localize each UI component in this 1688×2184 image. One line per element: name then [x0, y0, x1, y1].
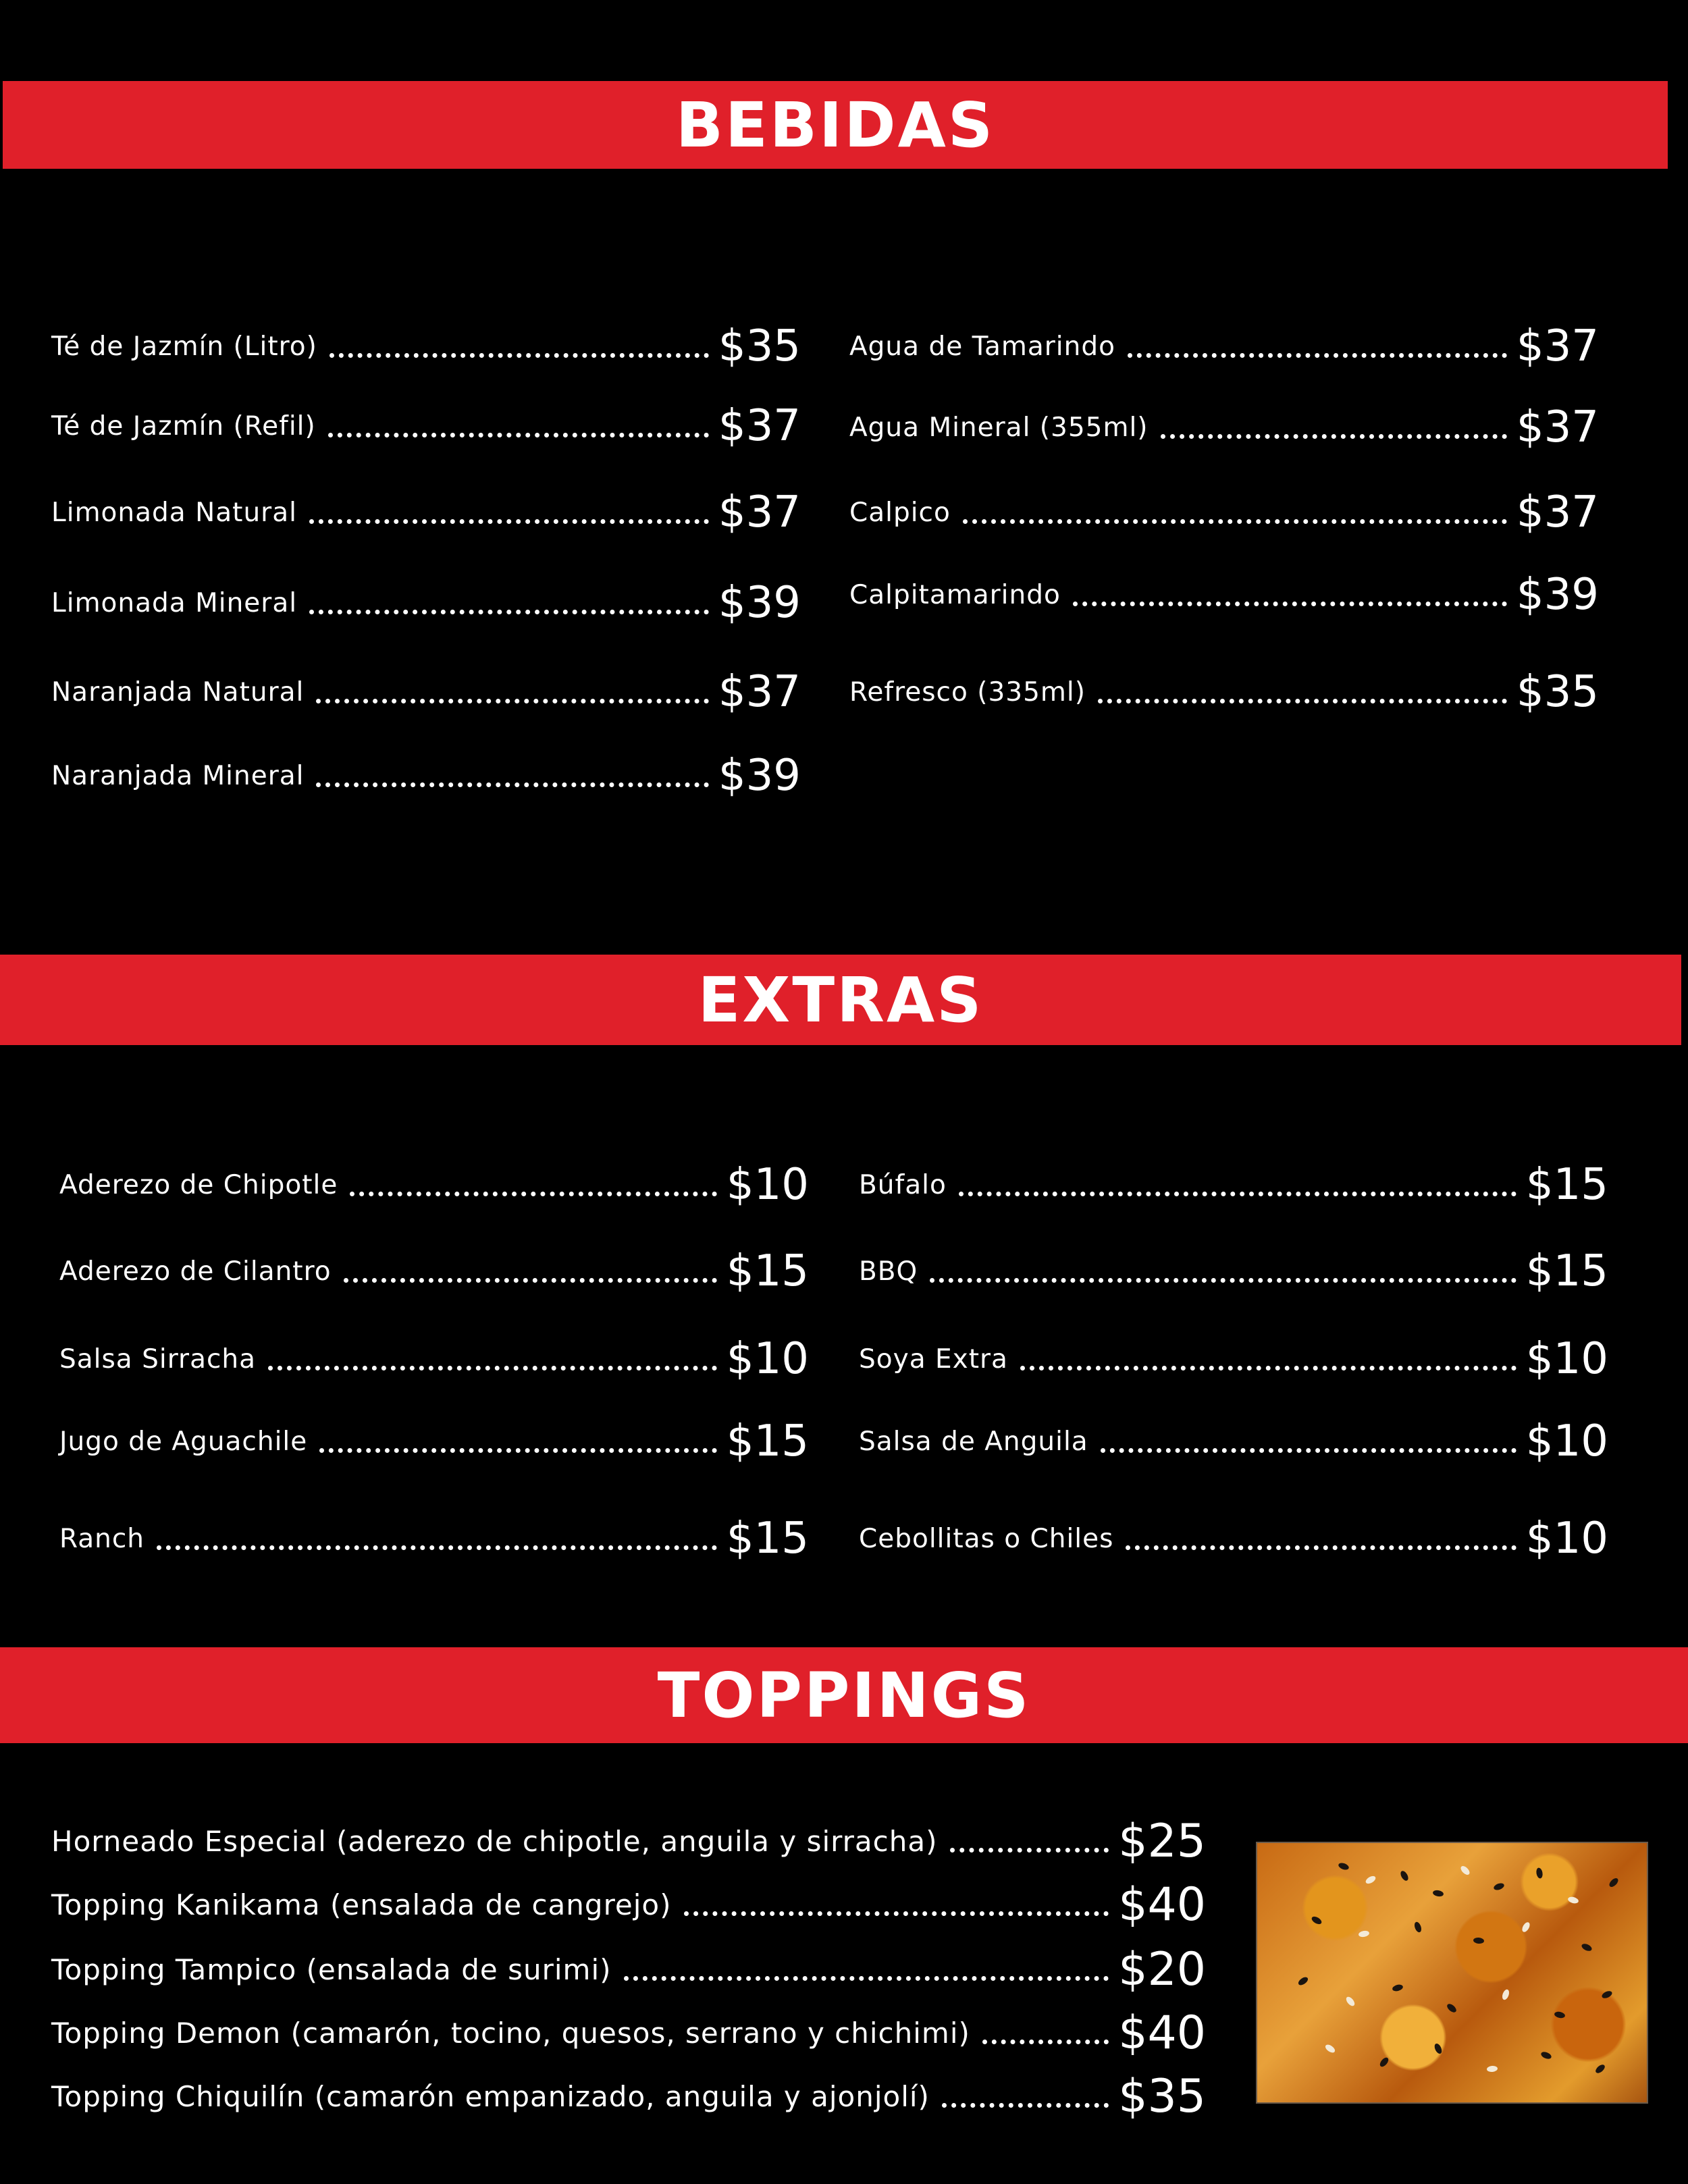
- menu-item: [849, 404, 1599, 451]
- item-price: $20: [1118, 1942, 1206, 1996]
- item-name: Topping Tampico (ensalada de surimi): [51, 1952, 612, 1986]
- item-price: $37: [718, 401, 801, 451]
- extras-title: EXTRAS: [697, 963, 984, 1036]
- item-name: Topping Demon (camarón, tocino, quesos, serrano y chichimi): [51, 2016, 970, 2050]
- item-name: Topping Chiquilín (camarón empanizado, anguila y ajonjolí): [51, 2079, 930, 2113]
- item-name: Salsa Sirracha: [59, 1343, 257, 1375]
- item-name: Limonada Mineral: [51, 587, 298, 618]
- menu-item: [51, 489, 801, 536]
- dotted-leader: [1073, 602, 1507, 606]
- item-price: $37: [718, 667, 801, 717]
- menu-item: [59, 1248, 809, 1295]
- menu-item: [51, 668, 801, 716]
- sesame-seed: [1473, 1937, 1485, 1944]
- menu-item: [59, 1418, 809, 1465]
- menu-item: [59, 1161, 809, 1208]
- item-name: Soya Extra: [859, 1343, 1008, 1375]
- item-price: $25: [1118, 1814, 1206, 1868]
- item-name: Ranch: [59, 1523, 145, 1554]
- item-name: Búfalo: [859, 1169, 947, 1200]
- dotted-leader: [963, 519, 1507, 524]
- item-price: $39: [718, 578, 801, 628]
- menu-item: [51, 752, 801, 799]
- item-name: Calpico: [849, 497, 951, 528]
- dotted-leader: [309, 610, 709, 614]
- sesame-seed: [1433, 2042, 1444, 2054]
- item-name: Té de Jazmín (Litro): [51, 331, 317, 362]
- item-price: $10: [726, 1160, 809, 1210]
- dotted-leader: [268, 1366, 717, 1370]
- item-name: Horneado Especial (aderezo de chipotle, anguila y sirracha): [51, 1824, 938, 1858]
- dotted-leader: [684, 1911, 1109, 1916]
- sesame-seed: [1608, 1877, 1620, 1889]
- item-name: Aderezo de Cilantro: [59, 1256, 332, 1287]
- item-price: $35: [1118, 2069, 1206, 2123]
- toppings-title: TOPPINGS: [657, 1659, 1031, 1732]
- item-price: $15: [726, 1246, 809, 1296]
- item-price: $37: [1516, 402, 1599, 452]
- item-price: $10: [1525, 1416, 1608, 1466]
- dotted-leader: [157, 1545, 717, 1550]
- item-price: $35: [718, 321, 801, 371]
- menu-item: [849, 489, 1599, 536]
- sesame-seed: [1535, 1867, 1544, 1879]
- sesame-seed: [1338, 1862, 1350, 1871]
- item-price: $10: [726, 1334, 809, 1384]
- dotted-leader: [1020, 1366, 1516, 1370]
- dotted-leader: [1126, 1545, 1516, 1550]
- dotted-leader: [982, 2040, 1109, 2044]
- sesame-seed: [1378, 2056, 1390, 2068]
- item-name: Salsa de Anguila: [859, 1426, 1088, 1457]
- bebidas-banner: [3, 81, 1668, 169]
- item-price: $10: [1525, 1334, 1608, 1384]
- dotted-leader: [942, 2103, 1109, 2108]
- menu-item: [859, 1418, 1608, 1465]
- menu-item: [849, 323, 1599, 370]
- sesame-seed: [1413, 1921, 1423, 1933]
- dotted-leader: [344, 1278, 717, 1283]
- item-name: Refresco (335ml): [849, 676, 1086, 708]
- sesame-seed: [1540, 2050, 1552, 2060]
- sesame-seed: [1392, 1983, 1404, 1992]
- sesame-seed: [1297, 1975, 1309, 1987]
- topping-item: [51, 2069, 1206, 2123]
- item-name: Topping Kanikama (ensalada de cangrejo): [51, 1888, 672, 1921]
- sesame-seed: [1501, 1988, 1510, 2000]
- item-price: $37: [718, 487, 801, 537]
- dotted-leader: [309, 519, 709, 524]
- dotted-leader: [1098, 699, 1507, 703]
- menu-item: [859, 1335, 1608, 1383]
- sesame-seed: [1399, 1869, 1410, 1882]
- sesame-seed: [1594, 2063, 1606, 2075]
- sesame-seed: [1324, 2043, 1336, 2054]
- item-name: Calpitamarindo: [849, 579, 1061, 610]
- sesame-seed: [1601, 1990, 1613, 2000]
- item-price: $39: [1516, 570, 1599, 620]
- topping-item: [51, 2006, 1206, 2060]
- sesame-seed: [1581, 1942, 1593, 1952]
- menu-item: [51, 402, 801, 450]
- topping-item: [51, 1814, 1206, 1868]
- dotted-leader: [1161, 434, 1507, 439]
- sesame-seed: [1567, 1896, 1579, 1905]
- item-price: $15: [726, 1514, 809, 1564]
- item-name: Agua Mineral (355ml): [849, 412, 1149, 443]
- item-price: $39: [718, 751, 801, 801]
- sesame-seed: [1446, 2002, 1458, 2014]
- dotted-leader: [950, 1848, 1109, 1853]
- item-name: Jugo de Aguachile: [59, 1426, 308, 1457]
- sesame-seed: [1487, 2065, 1498, 2072]
- item-price: $15: [1525, 1246, 1608, 1296]
- dotted-leader: [930, 1278, 1516, 1283]
- menu-item: [859, 1248, 1608, 1295]
- dotted-leader: [1101, 1448, 1516, 1453]
- topping-item: [51, 1877, 1206, 1932]
- item-price: $15: [726, 1416, 809, 1466]
- sesame-seed: [1521, 1921, 1531, 1933]
- extras-banner: [0, 955, 1681, 1045]
- sesame-seed: [1432, 1890, 1444, 1898]
- dotted-leader: [319, 1448, 717, 1453]
- item-name: Cebollitas o Chiles: [859, 1523, 1114, 1554]
- item-name: Té de Jazmín (Refil): [51, 410, 316, 442]
- sesame-seed: [1365, 1875, 1377, 1886]
- sesame-seed: [1311, 1915, 1323, 1926]
- menu-item: [859, 1515, 1608, 1562]
- toppings-banner: [0, 1647, 1688, 1743]
- bebidas-title: BEBIDAS: [675, 88, 995, 161]
- menu-item: [59, 1515, 809, 1562]
- dotted-leader: [1128, 353, 1507, 358]
- menu-item: [51, 323, 801, 370]
- item-price: $37: [1516, 321, 1599, 371]
- dotted-leader: [350, 1192, 717, 1196]
- topping-food-photo: [1256, 1842, 1648, 2104]
- sesame-seed: [1344, 1995, 1356, 2007]
- item-name: Limonada Natural: [51, 497, 297, 528]
- item-name: BBQ: [859, 1256, 918, 1287]
- dotted-leader: [316, 782, 708, 787]
- item-price: $35: [1516, 667, 1599, 717]
- dotted-leader: [329, 353, 709, 358]
- menu-item: [859, 1161, 1608, 1208]
- sesame-seed: [1493, 1882, 1505, 1892]
- dotted-leader: [316, 699, 708, 703]
- item-name: Aderezo de Chipotle: [59, 1169, 338, 1200]
- dotted-leader: [624, 1976, 1109, 1981]
- dotted-leader: [328, 433, 709, 437]
- item-price: $37: [1516, 487, 1599, 537]
- item-price: $10: [1525, 1514, 1608, 1564]
- menu-item: [59, 1335, 809, 1383]
- topping-item: [51, 1942, 1206, 1996]
- menu-item: [849, 668, 1599, 716]
- sesame-seed: [1459, 1865, 1471, 1877]
- dotted-leader: [959, 1192, 1516, 1196]
- sesame-seed: [1358, 1930, 1369, 1938]
- item-name: Naranjada Mineral: [51, 760, 305, 791]
- sesame-seed: [1554, 2010, 1566, 2019]
- item-name: Agua de Tamarindo: [849, 331, 1115, 362]
- item-price: $40: [1118, 2006, 1206, 2060]
- menu-item: [51, 579, 801, 627]
- item-price: $15: [1525, 1160, 1608, 1210]
- item-price: $40: [1118, 1877, 1206, 1932]
- item-name: Naranjada Natural: [51, 676, 305, 708]
- menu-item: [849, 571, 1599, 618]
